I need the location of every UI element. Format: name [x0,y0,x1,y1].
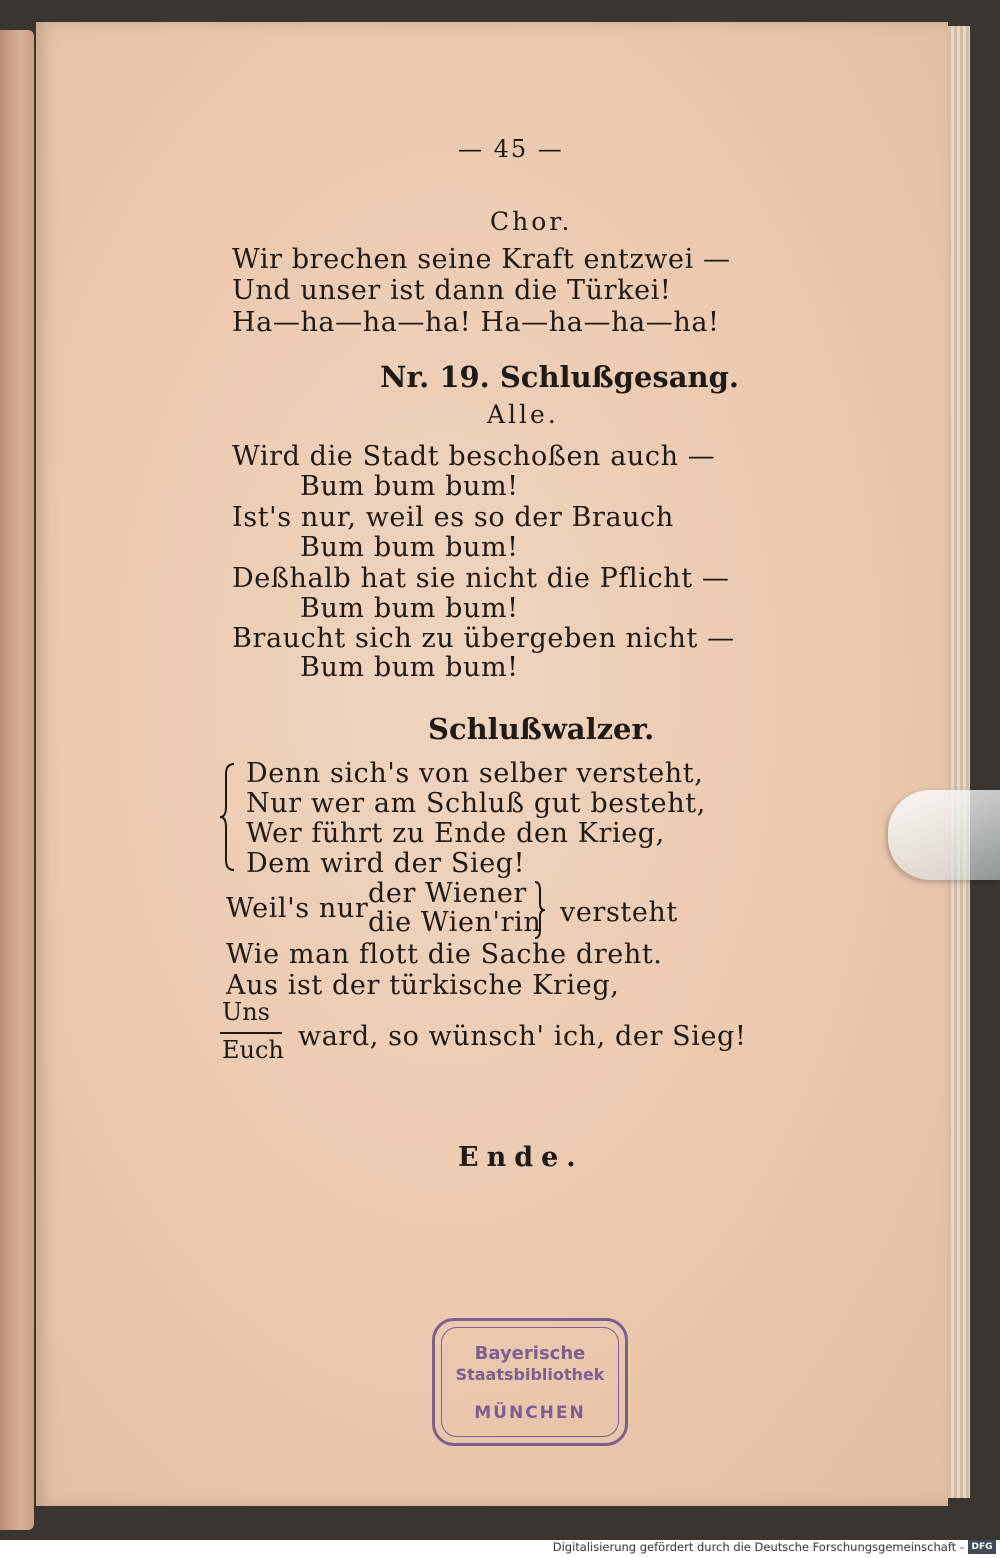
verse-option: die Wien'rin [368,907,542,938]
verse-fragment: versteht [560,897,678,928]
section-heading: Nr. 19. Schlußgesang. [380,360,739,394]
verse-line: Denn sich's von selber versteht, [246,758,704,789]
verse-line: Dem wird der Sieg! [246,848,526,879]
verse-line: Braucht sich zu übergeben nicht — [232,623,735,654]
refrain-line: Bum bum bum! [300,471,519,502]
verse-fragment: Weil's nur [226,893,369,924]
footer-credit: Digitalisierung gefördert durch die Deutsche Forschungsgemeinschaft - [552,1540,964,1554]
left-brace [218,762,238,872]
stamp-text: Bayerische [474,1343,586,1364]
verse-line: Wie man flott die Sache dreht. [226,939,663,970]
refrain-line: Bum bum bum! [300,593,519,624]
verse-line: Wir brechen seine Kraft entzwei — [232,244,731,275]
dfg-logo: DFG [968,1540,996,1554]
speaker-label-alle: Alle. [487,400,559,429]
speaker-label-chor: Chor. [490,207,573,236]
verse-option: der Wiener [368,878,527,909]
verse-line: ward, so wünsch' ich, der Sieg! [298,1021,747,1052]
fraction-top: Uns [222,998,270,1026]
verse-line: Und unser ist dann die Türkei! [232,275,672,306]
stamp-text: Staatsbibliothek [455,1365,605,1384]
verse-line: Ist's nur, weil es so der Brauch [232,502,674,533]
fraction-rule [220,1032,282,1034]
verse-line: Deßhalb hat sie nicht die Pflicht — [232,563,730,594]
waltz-heading: Schlußwalzer. [428,712,655,746]
facing-page-edge [0,30,34,1530]
refrain-line: Bum bum bum! [300,532,519,563]
refrain-line: Bum bum bum! [300,652,519,683]
verse-line: Wer führt zu Ende den Krieg, [246,818,665,849]
library-stamp [432,1318,628,1446]
verse-line: Aus ist der türkische Krieg, [226,970,620,1001]
right-brace [532,880,548,940]
page-number: — 45 — [458,135,564,163]
stamp-text: MÜNCHEN [474,1403,586,1423]
verse-line: Nur wer am Schluß gut besteht, [246,788,706,819]
verse-line: Ha—ha—ha—ha! Ha—ha—ha—ha! [232,307,720,338]
ende-marker: Ende. [458,1142,584,1173]
verse-line: Wird die Stadt beschoßen auch — [232,441,716,472]
page-clip [888,790,1000,880]
fraction-bottom: Euch [222,1036,284,1064]
